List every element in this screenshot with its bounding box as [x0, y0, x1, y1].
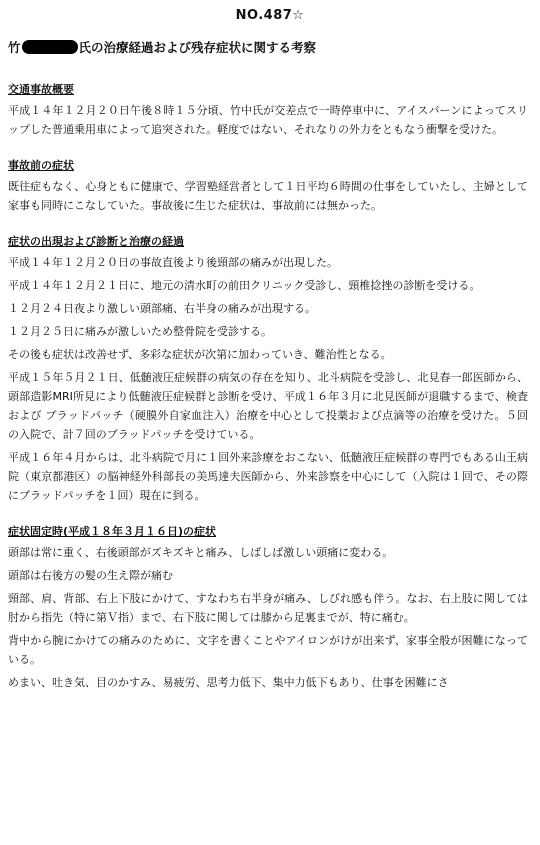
document-section: [8, 522, 528, 692]
section-paragraph: 平成１４年１２月２０日の事故直後より後頸部の痛みが出現した。: [8, 256, 338, 269]
section-heading: 症状固定時(平成１８年３月１６日)の症状: [8, 525, 217, 538]
section-paragraph: めまい、吐き気、目のかすみ、易疲労、思考力低下、集中力低下もあり、仕事を困難にさ: [8, 676, 449, 689]
section-heading: 症状の出現および診断と治療の経過: [8, 235, 184, 248]
section-paragraph: 頭部は常に重く、右後頭部がズキズキと痛み、しばしば激しい頭痛に変わる。: [8, 546, 394, 559]
document-section: [8, 232, 528, 505]
section-paragraph: 既往症もなく、心身ともに健康で、学習塾経営者として１日平均６時間の仕事をしていたし、主婦として家事も同時にこなしていた。事故後に生じた症状は、事故前には無かった。: [8, 180, 528, 212]
section-paragraph: その後も症状は改善せず、多彩な症状が次第に加わっていき、難治性となる。: [8, 348, 392, 361]
document-section: [8, 156, 528, 215]
section-paragraph: 背中から腕にかけての痛みのために、文字を書くことやアイロンがけが出来ず、家事全般が困難になっている。: [8, 634, 528, 666]
section-paragraph: １２月２４日夜より激しい頭部痛、右半身の痛みが出現する。: [8, 302, 316, 315]
document-title: [8, 38, 532, 56]
section-paragraph: 平成１４年１２月２１日に、地元の清水町の前田クリニック受診し、頸椎捻挫の診断を受ける。: [8, 279, 481, 292]
title-suffix: 氏の治療経過および残存症状に関する考察: [78, 40, 317, 55]
section-paragraph: 平成１４年１２月２０日午後８時１５分頃、竹中氏が交差点で一時停車中に、アイスバーンによってスリップした普通乗用車によって追突された。軽度ではない、それなりの外力をともなう衝撃を受けた。: [8, 104, 528, 136]
title-prefix: 竹: [8, 40, 21, 55]
section-heading: 事故前の症状: [8, 159, 74, 172]
section-paragraph: 頸部、肩、背部、右上下肢にかけて、すなわち右半身が痛み、しびれ感も伴う。なお、右上肢に関しては肘から指先（特に第Ｖ指）まで、右下肢に関しては膝から足裏までが、特に痛む。: [8, 592, 528, 624]
section-paragraph: 頭部は右後方の髪の生え際が痛む: [8, 569, 173, 582]
section-paragraph: １２月２５日に痛みが激しいため整骨院を受診する。: [8, 325, 272, 338]
document-body: [8, 80, 528, 709]
redacted-name-block: [22, 40, 78, 54]
section-heading: 交通事故概要: [8, 83, 74, 96]
document-section: [8, 80, 528, 139]
section-paragraph: 平成１５年５月２１日、低髄液圧症候群の病気の存在を知り、北斗病院を受診し、北見春一郎医師から、頭部造影MRI所見により低髄液圧症候群と診断を受け、平成１６年３月に北見医師が退職するまで、検査および ブラッドパッチ（硬膜外自家血注入）治療を中心として投薬および点滴等の治療を受けた。５回の入院で、計７回のブラッドパッチを受けている。: [8, 371, 528, 441]
document-number: [0, 8, 540, 23]
section-paragraph: 平成１６年４月からは、北斗病院で月に１回外来診療をおこない、低髄液圧症候群の専門でもある山王病院（東京都港区）の脳神経外科部長の美馬達夫医師から、外来診察を中心にして（入院は１回で、その際にブラッドパッチを１回）現在に到る。: [8, 451, 528, 502]
document-number-text: NO.487☆: [235, 8, 305, 23]
